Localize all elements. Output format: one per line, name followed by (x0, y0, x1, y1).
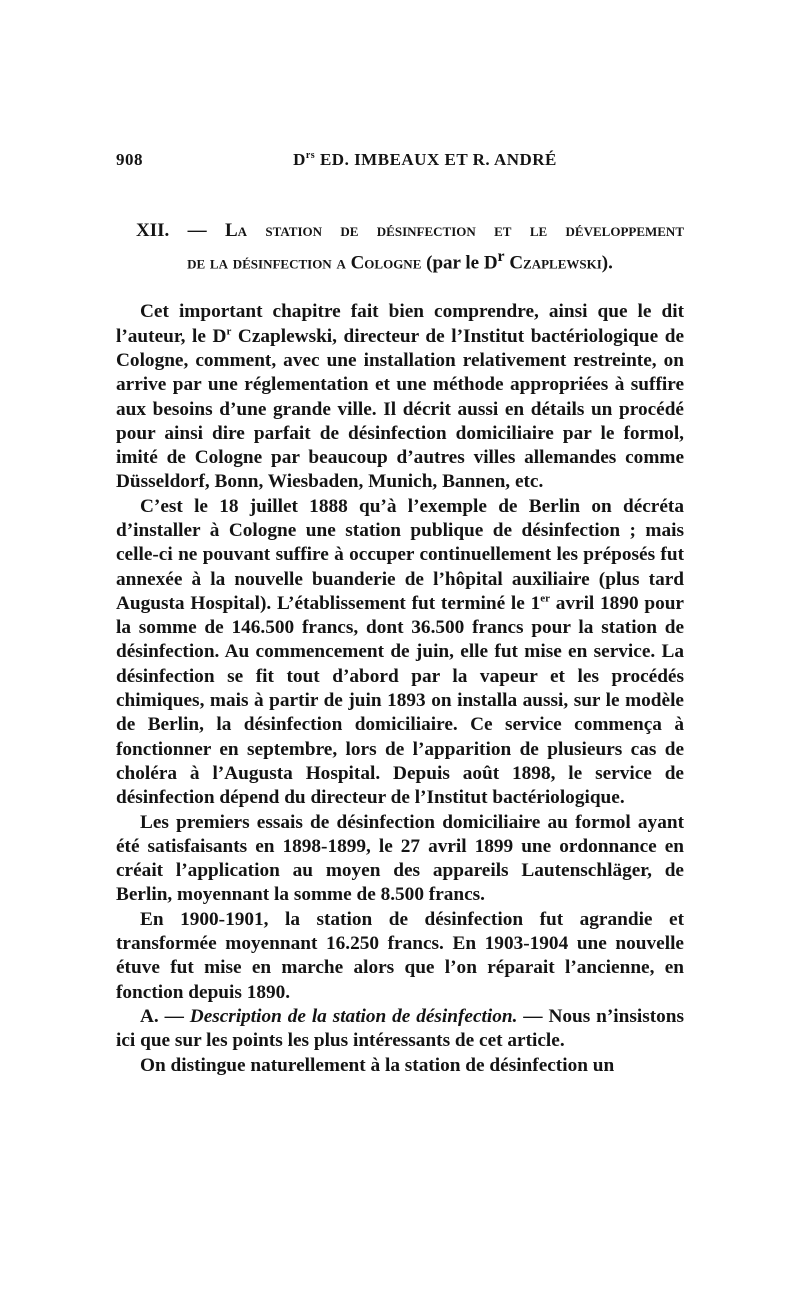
section-heading-line2-title: de la désinfection a Cologne (187, 252, 422, 274)
paragraph-5-part-a: A. — (140, 1005, 190, 1027)
paragraph-6: On distingue naturellement à la station de désinfection un (140, 1054, 615, 1076)
paragraph-2-sup: er (540, 592, 550, 605)
page-content (116, 150, 684, 1078)
paragraph-2-part-b: avril 1890 pour la somme de 146.500 francs, dont 36.500 francs pour la station de désinfection. Au commencement de juin, elle fut mise en service. La désinfection se fit tout d’abord par la vapeur et les procédés chimiques, mais à partir de juin 1893 on installa aussi, sur le modèle de Berlin, la désinfection domiciliaire. Ce service commença à fonctionner en septembre, lors de l’apparition de plusieurs cas de choléra à l’Augusta Hospital. Depuis août 1898, le service de désinfection dépend du directeur de l’Institut bactériologique. (116, 592, 684, 809)
paragraph-1-part-b: Czaplewski, directeur de l’Institut bactériologique de Cologne, comment, avec une installation relativement restreinte, on arrive par une réglementation et une méthode appropriées à suffire aux besoins d’une grande ville. Il décrit aussi en détails un procédé pour ainsi dire parfait de désinfection domiciliaire par le formol, imité de Cologne par beaucoup d’autres villes allemandes comme Düsseldorf, Bonn, Wiesbaden, Munich, Bannen, etc. (116, 325, 685, 493)
paragraph-3: Les premiers essais de désinfection domiciliaire au formol ayant été satisfaisants en 1898-1899, le 27 avril 1899 une ordonnance en créait l’application au moyen des appareils Lautenschläger, de Berlin, moyennant la somme de 8.500 francs. (116, 811, 684, 906)
section-heading-paren-close: ). (601, 252, 613, 274)
section-heading-line1: XII. — La station de désinfection et le développement (136, 220, 684, 241)
paragraph-5-part-b: — Nous n’insistons ici que sur les points les plus intéressants de cet article. (116, 1005, 684, 1052)
paragraph-4: En 1900-1901, la station de désinfection fut agrandie et transformée moyennant 16.250 francs. En 1903-1904 une nouvelle étuve fut mise en marche alors que l’on réparait l’ancienne, en fonction depuis 1890. (116, 908, 684, 1003)
section-heading-paren-open: (par le D (421, 252, 498, 274)
paragraph-1-sup: r (226, 325, 232, 338)
section-heading-line2 (116, 244, 684, 276)
paragraph-1 (116, 300, 684, 494)
running-title-prefix: D (293, 150, 306, 169)
paragraph-2 (116, 495, 684, 811)
paragraph-2-part-a: C’est le 18 juillet 1888 qu’à l’exemple de Berlin on décréta d’installer à Cologne une station publique de désinfection ; mais celle-ci ne pouvant suffire à occuper continuellement les préposés fut annexée à la nouvelle buanderie de l’hôpital auxiliaire (plus tard Augusta Hospital). L’établissement fut terminé le 1 (116, 495, 684, 614)
paragraph-5-italic: Description de la station de désinfection. (189, 1005, 518, 1027)
running-title (116, 150, 684, 170)
section-heading-author: Czaplewski (504, 252, 602, 274)
page-number: 908 (116, 150, 143, 169)
section-heading-paren-sup: r (497, 248, 505, 265)
section-heading (116, 218, 684, 276)
body-text (116, 300, 684, 1078)
running-title-authors: ED. IMBEAUX ET R. ANDRÉ (315, 150, 557, 169)
running-title-prefix-sup: rs (305, 150, 316, 161)
paragraph-1-part-a: Cet important chapitre fait bien comprendre, ainsi que le dit l’auteur, le D (116, 301, 684, 347)
paragraph-5 (116, 1005, 684, 1054)
running-head (116, 150, 684, 174)
